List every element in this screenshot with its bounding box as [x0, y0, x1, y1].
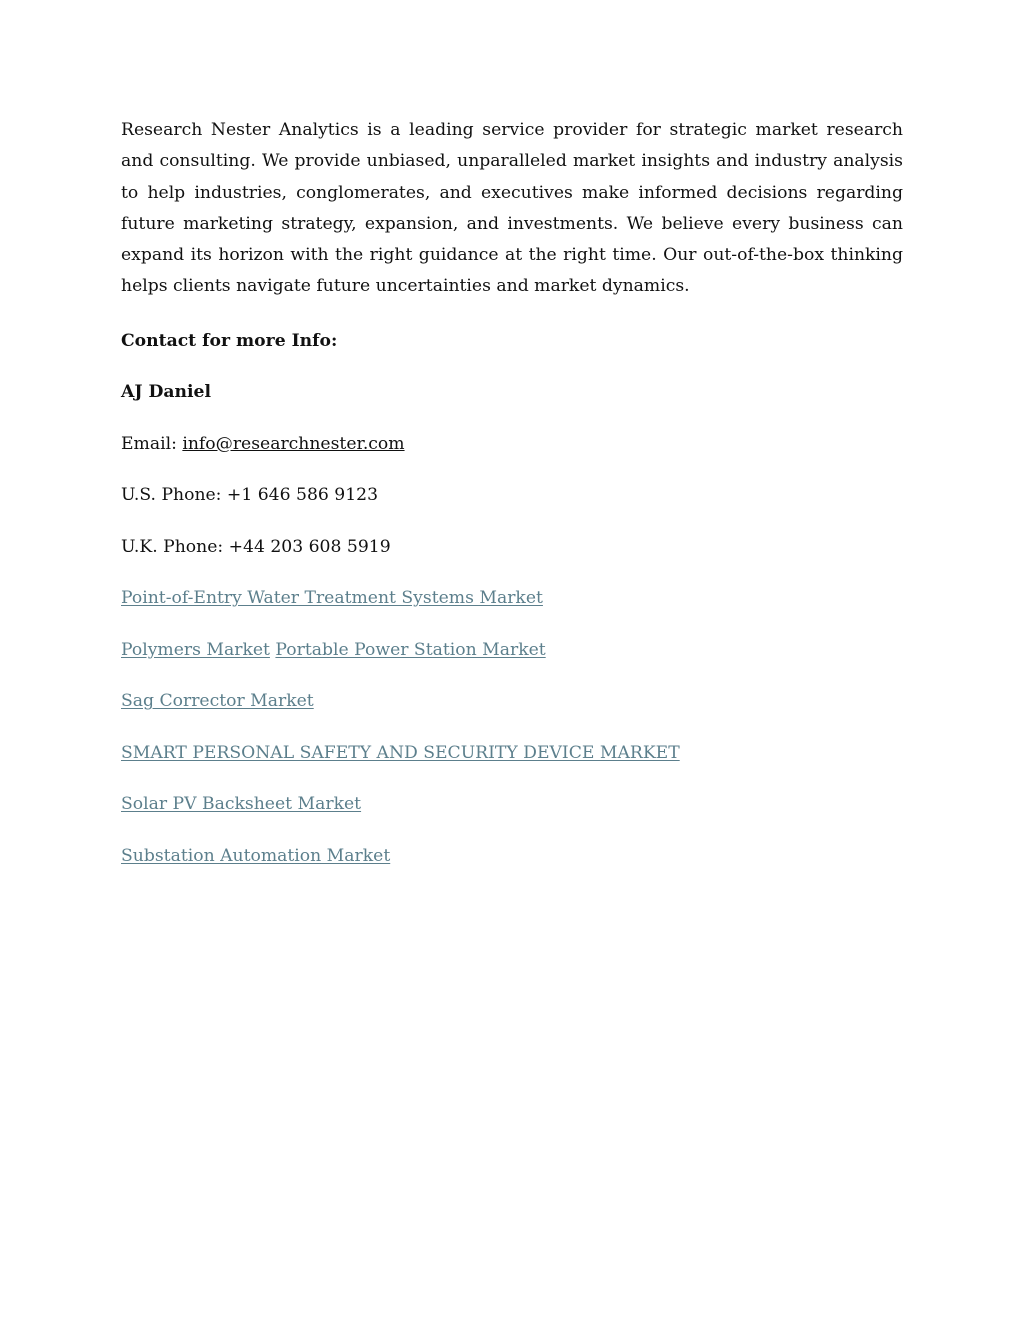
substation-automation-link[interactable]: Substation Automation Market: [121, 845, 391, 866]
email-label: Email:: [121, 433, 177, 454]
email-line: [121, 431, 903, 457]
contact-heading: Contact for more Info:: [121, 330, 338, 351]
link-row-1: [121, 585, 903, 611]
link-row-5: [121, 791, 903, 817]
link-row-4: [121, 740, 903, 766]
us-phone: U.S. Phone: +1 646 586 9123: [121, 485, 379, 506]
portable-power-link[interactable]: Portable Power Station Market: [275, 639, 546, 660]
intro-paragraph: Research Nester Analytics is a leading service provider for strategic market research and consulting. We provide unbiased, unparalleled market insights and industry analysis to help industries, conglomerates, and executives make informed decisions regarding future marketing strategy, expansion, and investments. We believe every business can expand its horizon with the right guidance at the right time. Our out-of-the-box thinking helps clients navigate future uncertainties and market dynamics.: [121, 120, 903, 297]
link-row-3: [121, 688, 903, 714]
solar-pv-link[interactable]: Solar PV Backsheet Market: [121, 794, 362, 815]
polymers-link[interactable]: Polymers Market: [121, 639, 270, 660]
sag-corrector-link[interactable]: Sag Corrector Market: [121, 691, 314, 712]
email-link[interactable]: info@researchnester.com: [182, 433, 405, 454]
document-page: [121, 115, 903, 869]
point-of-entry-link[interactable]: Point-of-Entry Water Treatment Systems Market: [121, 588, 543, 609]
link-row-6: [121, 843, 903, 869]
link-row-2: [121, 637, 903, 663]
uk-phone: U.K. Phone: +44 203 608 5919: [121, 536, 391, 557]
smart-personal-safety-link[interactable]: SMART PERSONAL SAFETY AND SECURITY DEVICE MARKET: [121, 742, 680, 763]
contact-name: AJ Daniel: [121, 382, 211, 403]
